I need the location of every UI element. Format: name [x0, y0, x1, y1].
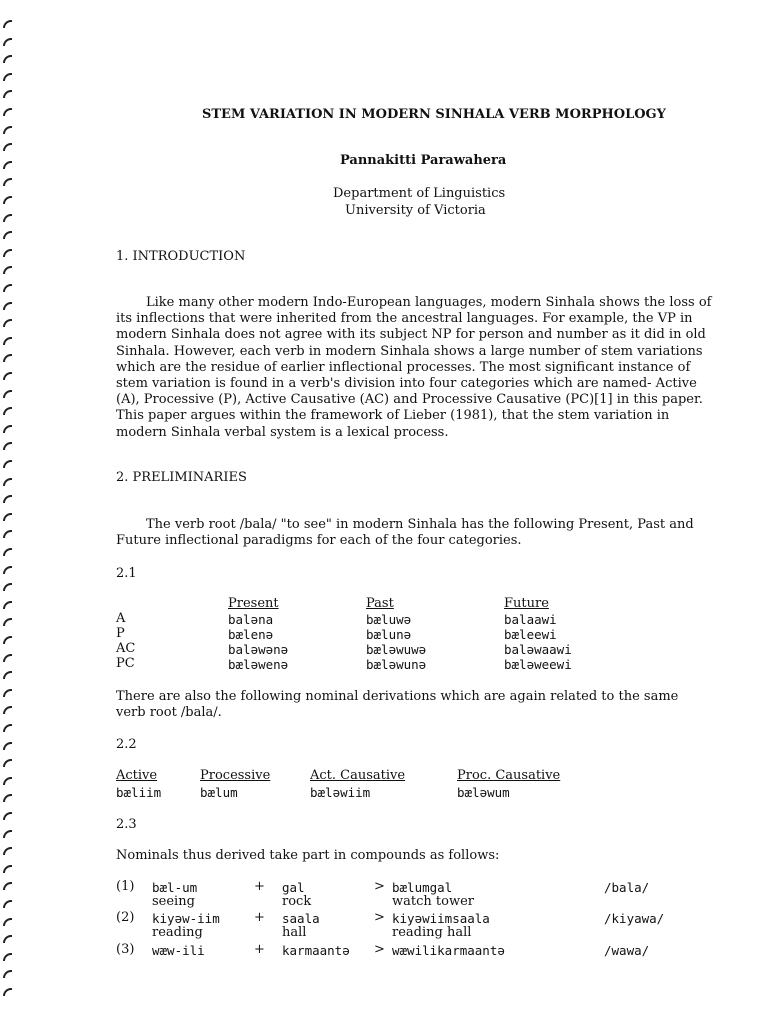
binding-hook-icon	[3, 478, 12, 486]
nominal-cell: bæləwum	[457, 785, 510, 800]
binding-hook-icon	[3, 231, 12, 239]
binding-hook-icon	[3, 178, 12, 186]
binding-hook-icon	[3, 302, 12, 310]
column-header-past: Past	[366, 596, 394, 611]
compound-result-gloss: watch tower	[392, 894, 474, 909]
binding-hook-icon	[3, 390, 12, 398]
section-heading-introduction: 1. INTRODUCTION	[116, 249, 246, 264]
column-header-active: Active	[116, 768, 158, 783]
paradigm-cell: baləwaawi	[504, 642, 572, 657]
binding-hook-icon	[3, 566, 12, 574]
paragraph-line: Future inflectional paradigms for each of the four categories.	[116, 533, 522, 549]
paradigm-cell: bæləweewi	[504, 657, 572, 672]
paragraph-line: Sinhala. However, each verb in modern Sinhala shows a large number of stem variations	[116, 343, 703, 359]
binding-hook-icon	[3, 794, 12, 802]
paragraph-line: This paper argues within the framework of Lieber (1981), that the stem variation in	[116, 408, 670, 424]
paper-title: STEM VARIATION IN MODERN SINHALA VERB MORPHOLOGY	[202, 107, 666, 122]
binding-hook-icon	[3, 583, 12, 591]
paragraph-line: stem variation is found in a verb's division into four categories which are named- Active	[116, 376, 697, 392]
binding-hook-icon	[3, 882, 12, 890]
binding-hook-icon	[3, 354, 12, 362]
binding-hook-icon	[3, 812, 12, 820]
compound-gloss: hall	[282, 925, 307, 940]
column-header-act-causative: Act. Causative	[310, 768, 406, 783]
compound-part: saala	[282, 911, 320, 926]
binding-hook-icon	[3, 654, 12, 662]
compound-result-gloss: reading hall	[392, 925, 472, 940]
binding-hook-icon	[3, 548, 12, 556]
paradigm-cell: bælunə	[366, 627, 412, 642]
binding-hook-icon	[3, 988, 12, 996]
arrow-sign: >	[374, 910, 385, 925]
compound-result: bælumgal	[392, 880, 453, 895]
column-header-proc-causative: Proc. Causative	[457, 768, 561, 783]
paradigm-cell: balaawi	[504, 612, 557, 627]
binding-hook-icon	[3, 513, 12, 521]
plus-sign: +	[254, 879, 265, 894]
compound-part: karmaantə	[282, 943, 350, 958]
binding-hook-icon	[3, 20, 12, 28]
affiliation-dept: Department of Linguistics	[333, 186, 506, 201]
compound-part: kiyəw-iim	[152, 911, 220, 926]
binding-hook-icon	[3, 495, 12, 503]
binding-hook-icon	[3, 38, 12, 46]
binding-hook-icon	[3, 530, 12, 538]
binding-hook-icon	[3, 407, 12, 415]
binding-hook-icon	[3, 337, 12, 345]
binding-hook-icon	[3, 900, 12, 908]
example-number: (2)	[116, 910, 135, 925]
paragraph-line: Like many other modern Indo-European languages, modern Sinhala shows the loss of	[146, 295, 712, 310]
binding-hook-icon	[3, 618, 12, 626]
binding-hook-icon	[3, 55, 12, 63]
binding-hook-icon	[3, 214, 12, 222]
section-heading-preliminaries: 2. PRELIMINARIES	[116, 470, 247, 485]
binding-hook-icon	[3, 73, 12, 81]
binding-hook-icon	[3, 442, 12, 450]
binding-hook-icon	[3, 161, 12, 169]
nominal-cell: bælum	[200, 785, 238, 800]
binding-hook-icon	[3, 284, 12, 292]
example-label-2-2: 2.2	[116, 737, 137, 752]
paragraph-line: modern Sinhala does not agree with its subject NP for person and number as it did in old	[116, 327, 706, 343]
binding-hook-icon	[3, 249, 12, 257]
nominal-derivations-paragraph	[116, 689, 716, 721]
binding-hook-icon	[3, 742, 12, 750]
binding-hook-icon	[3, 865, 12, 873]
compound-gloss: rock	[282, 894, 312, 909]
nominal-cell: bæliim	[116, 785, 162, 800]
preliminaries-paragraph	[116, 517, 716, 549]
binding-hook-icon	[3, 777, 12, 785]
binding-hook-icon	[3, 953, 12, 961]
category-label: A	[116, 611, 126, 626]
arrow-sign: >	[374, 879, 385, 894]
paragraph-line: its inflections that were inherited from the ancestral languages. For example, the VP in	[116, 311, 693, 327]
binding-hook-icon	[3, 759, 12, 767]
compound-gloss: seeing	[152, 894, 195, 909]
compound-result: kiyəwiimsaala	[392, 911, 490, 926]
binding-hook-icon	[3, 724, 12, 732]
binding-hook-icon	[3, 706, 12, 714]
compounds-intro: Nominals thus derived take part in compounds as follows:	[116, 848, 500, 863]
compound-part: wæw-ili	[152, 943, 205, 958]
binding-hook-icon	[3, 425, 12, 433]
paradigm-cell: bæləwuwə	[366, 642, 427, 657]
paradigm-cell: bæleewi	[504, 627, 557, 642]
binding-hook-icon	[3, 636, 12, 644]
binding-hook-icon	[3, 830, 12, 838]
paragraph-line: The verb root /bala/ "to see" in modern Sinhala has the following Present, Past and	[146, 517, 694, 532]
binding-hook-icon	[3, 90, 12, 98]
paragraph-line: verb root /bala/.	[116, 705, 222, 721]
compound-part: gal	[282, 880, 305, 895]
binding-hook-icon	[3, 372, 12, 380]
nominal-cell: bæləwiim	[310, 785, 371, 800]
paragraph-line: There are also the following nominal derivations which are again related to the same	[116, 689, 679, 704]
column-header-processive: Processive	[200, 768, 271, 783]
binding-hook-icon	[3, 460, 12, 468]
category-label: P	[116, 626, 125, 641]
category-label: AC	[116, 641, 136, 656]
paradigm-cell: bæləwunə	[366, 657, 427, 672]
compound-gloss: reading	[152, 925, 203, 940]
column-header-present: Present	[228, 596, 279, 611]
binding-hook-icon	[3, 143, 12, 151]
example-label-2-3: 2.3	[116, 817, 137, 832]
paradigm-cell: baləna	[228, 612, 274, 627]
paradigm-cell: bæluwə	[366, 612, 412, 627]
binding-hook-icon	[3, 689, 12, 697]
binding-hook-icon	[3, 918, 12, 926]
paragraph-line: (A), Processive (P), Active Causative (AC) and Processive Causative (PC)[1] in this paper.	[116, 392, 703, 408]
binding-hook-icon	[3, 266, 12, 274]
arrow-sign: >	[374, 942, 385, 957]
binding-hook-icon	[3, 847, 12, 855]
example-label-2-1: 2.1	[116, 566, 137, 581]
binding-hook-icon	[3, 319, 12, 327]
introduction-paragraph	[116, 295, 716, 441]
spiral-binding	[3, 20, 17, 1020]
verb-root: /kiyawa/	[604, 911, 665, 926]
paradigm-cell: baləwənə	[228, 642, 289, 657]
compound-result: wæwilikarmaantə	[392, 943, 505, 958]
binding-hook-icon	[3, 601, 12, 609]
category-label: PC	[116, 656, 135, 671]
binding-hook-icon	[3, 671, 12, 679]
binding-hook-icon	[3, 126, 12, 134]
binding-hook-icon	[3, 196, 12, 204]
verb-root: /bala/	[604, 880, 650, 895]
binding-hook-icon	[3, 108, 12, 116]
affiliation-university: University of Victoria	[345, 203, 486, 218]
plus-sign: +	[254, 942, 265, 957]
binding-hook-icon	[3, 970, 12, 978]
paragraph-line: modern Sinhala verbal system is a lexical process.	[116, 424, 449, 440]
binding-hook-icon	[3, 935, 12, 943]
compound-part: bæl-um	[152, 880, 198, 895]
verb-root: /wawa/	[604, 943, 650, 958]
paragraph-line: which are the residue of earlier inflectional processes. The most significant instance of	[116, 359, 691, 375]
example-number: (1)	[116, 879, 135, 894]
paradigm-cell: bæləwenə	[228, 657, 289, 672]
plus-sign: +	[254, 910, 265, 925]
author-name: Pannakitti Parawahera	[340, 153, 507, 168]
column-header-future: Future	[504, 596, 549, 611]
example-number: (3)	[116, 942, 135, 957]
paradigm-cell: bælenə	[228, 627, 274, 642]
